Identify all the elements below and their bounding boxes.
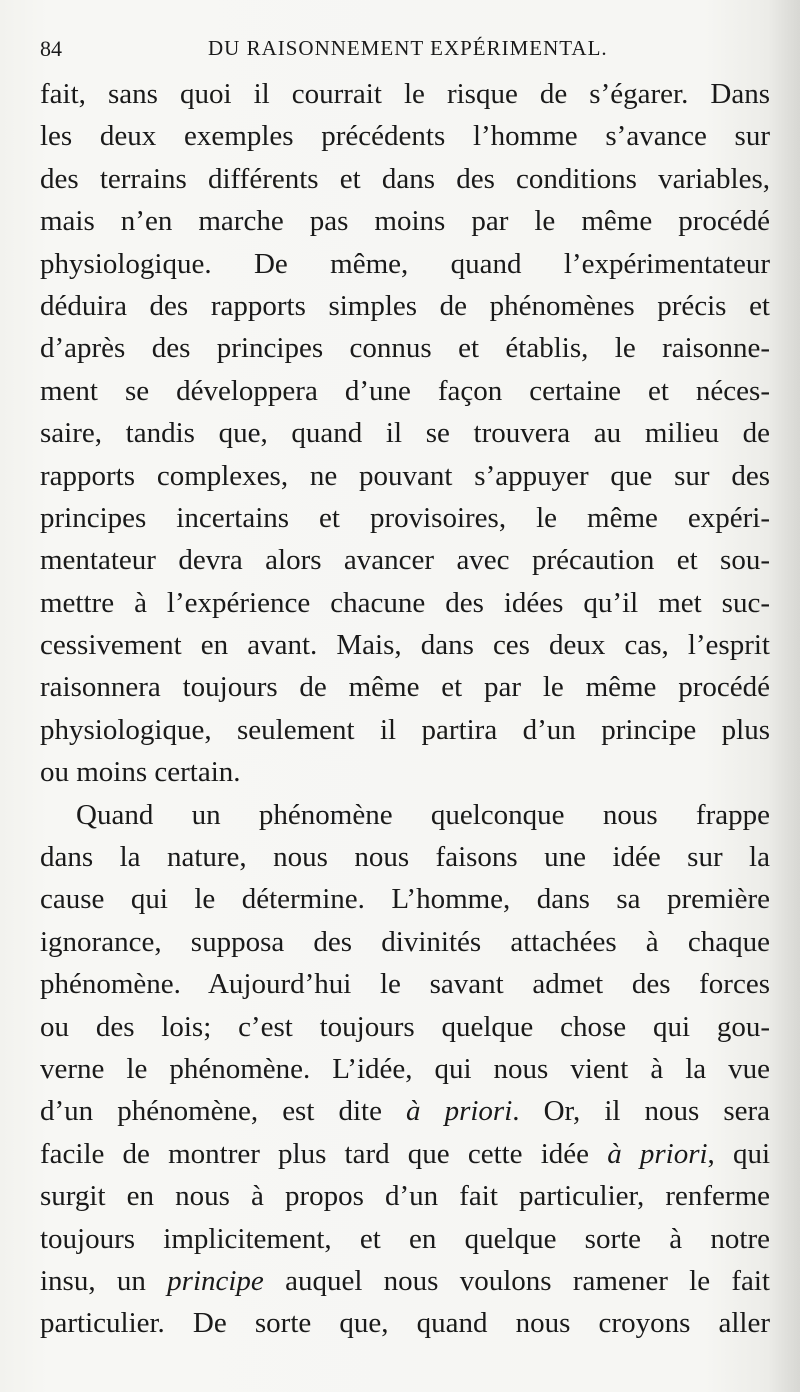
text-line: surgit en nous à propos d’un fait particulier, renferme [40, 1180, 770, 1213]
page-number: 84 [40, 36, 62, 61]
text-line: mentateur devra alors avancer avec précaution et sou- [40, 544, 770, 577]
paragraph-one [40, 73, 770, 794]
running-title: DU RAISONNEMENT EXPÉRIMENTAL. [208, 36, 608, 60]
italic-term: à priori [607, 1137, 708, 1170]
text-segment: d’un phénomène, est dite [40, 1095, 407, 1128]
text-line: particulier. De sorte que, quand nous croyons aller [40, 1307, 770, 1340]
italic-term: à priori [406, 1095, 513, 1128]
text-line-with-italic [40, 1260, 770, 1302]
text-line: physiologique, seulement il partira d’un principe plus [40, 713, 770, 746]
text-line: toujours implicitement, et en quelque sorte à notre [40, 1222, 770, 1255]
text-line: les deux exemples précédents l’homme s’avance sur [40, 120, 770, 153]
text-line: mais n’en marche pas moins par le même procédé [40, 205, 770, 238]
text-line: cause qui le détermine. L’homme, dans sa première [40, 883, 770, 916]
text-line-with-italic [40, 1090, 770, 1132]
text-line: des terrains différents et dans des conditions variables, [40, 162, 770, 195]
text-segment: insu, un [40, 1264, 168, 1297]
text-line: fait, sans quoi il courrait le risque de s’égarer. Dans [40, 78, 770, 110]
paragraph-first-line: Quand un phénomène quelconque nous frappe [76, 798, 770, 831]
page-header [40, 34, 766, 68]
text-line: mettre à l’expérience chacune des idées qu’il met suc- [40, 586, 770, 619]
text-line: phénomène. Aujourd’hui le savant admet des forces [40, 968, 770, 1001]
text-line: saire, tandis que, quand il se trouvera au milieu de [40, 417, 770, 450]
text-segment: , qui [707, 1137, 771, 1170]
text-line: ment se développera d’une façon certaine et néces- [40, 374, 770, 407]
text-line: d’après des principes connus et établis, le raisonne- [40, 332, 770, 365]
paragraph-last-line: ou moins certain. [40, 756, 241, 789]
text-line-with-italic [40, 1133, 770, 1175]
text-line: raisonnera toujours de même et par le même procédé [40, 671, 770, 704]
text-line: dans la nature, nous nous faisons une idée sur la [40, 841, 770, 874]
text-line: ignorance, supposa des divinités attachées à chaque [40, 925, 770, 958]
text-line: physiologique. De même, quand l’expérimentateur [40, 247, 770, 280]
italic-term: principe [167, 1264, 264, 1297]
text-line: cessivement en avant. Mais, dans ces deux cas, l’esprit [40, 629, 770, 662]
text-segment: . Or, il nous sera [512, 1095, 771, 1128]
text-segment: auquel nous voulons ramener le fait [263, 1264, 770, 1297]
text-line: principes incertains et provisoires, le même expéri- [40, 501, 770, 534]
paragraph-two [40, 794, 770, 1345]
body-text [40, 73, 770, 1345]
text-line: ou des lois; c’est toujours quelque chose qui gou- [40, 1010, 770, 1043]
text-segment: facile de montrer plus tard que cette idée [40, 1137, 608, 1170]
text-line: déduira des rapports simples de phénomènes précis et [40, 289, 770, 322]
text-line: rapports complexes, ne pouvant s’appuyer que sur des [40, 459, 770, 492]
text-line: verne le phénomène. L’idée, qui nous vient à la vue [40, 1052, 770, 1085]
